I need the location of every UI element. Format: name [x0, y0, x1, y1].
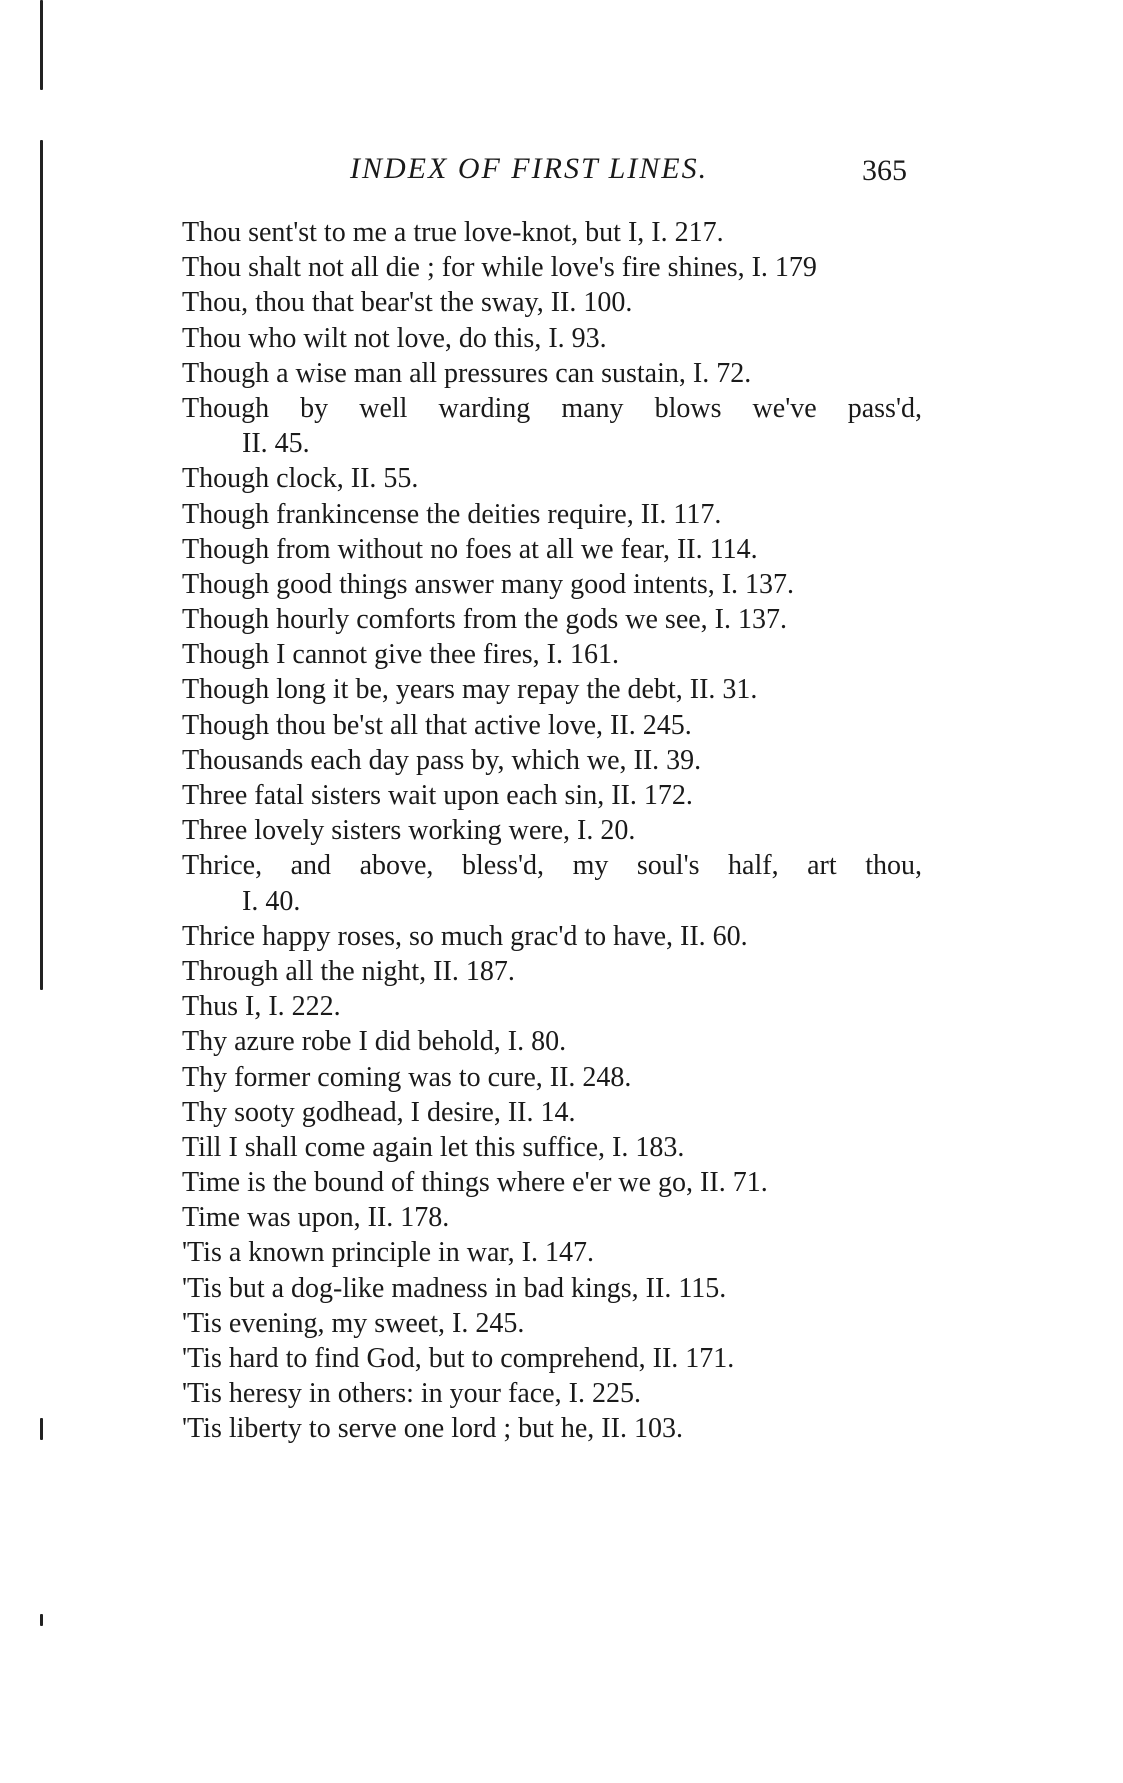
index-entry-continuation: II. 45. — [242, 428, 310, 460]
index-entry: Though I cannot give thee fires, I. 161. — [182, 639, 619, 671]
index-entry: Thy sooty godhead, I desire, II. 14. — [182, 1096, 576, 1128]
index-entry: 'Tis but a dog-like madness in bad kings, II. 115. — [182, 1272, 727, 1304]
binding-edge-mark — [40, 1614, 43, 1626]
index-entry: Till I shall come again let this suffice, I. 183. — [182, 1131, 685, 1163]
index-entry: Though good things answer many good intents, I. 137. — [182, 568, 795, 600]
index-entry: Though clock, II. 55. — [182, 463, 419, 495]
page-number: 365 — [862, 154, 907, 187]
index-entry: Thou, thou that bear'st the sway, II. 100. — [182, 287, 633, 319]
index-entry: 'Tis a known principle in war, I. 147. — [182, 1237, 594, 1269]
index-entry: Three fatal sisters wait upon each sin, II. 172. — [182, 780, 693, 811]
index-entry: Thus I, I. 222. — [182, 991, 341, 1023]
index-entry: Thy azure robe I did behold, I. 80. — [182, 1026, 567, 1058]
index-entry: Thrice happy roses, so much grac'd to have, II. 60. — [182, 920, 748, 952]
page-title: INDEX OF FIRST LINES. — [350, 152, 709, 185]
index-entry: Thou shalt not all die ; for while love's fire shines, I. 179 — [182, 252, 817, 284]
index-entry: 'Tis hard to find God, but to comprehend, II. 171. — [182, 1343, 735, 1374]
index-entry: Through all the night, II. 187. — [182, 955, 515, 987]
binding-edge-mark — [40, 1418, 43, 1440]
index-entry: Thousands each day pass by, which we, II. 39. — [182, 744, 702, 776]
index-entry: Though a wise man all pressures can sustain, I. 72. — [182, 357, 752, 389]
index-entry: 'Tis liberty to serve one lord ; but he, II. 103. — [182, 1413, 683, 1445]
first-lines-index-list — [182, 215, 922, 1447]
index-entry: Though hourly comforts from the gods we see, I. 137. — [182, 604, 787, 636]
index-entry: 'Tis heresy in others: in your face, I. 225. — [182, 1378, 641, 1410]
index-entry: Though thou be'st all that active love, II. 245. — [182, 709, 692, 741]
binding-edge-mark — [40, 0, 43, 90]
index-entry: Though long it be, years may repay the debt, II. 31. — [182, 674, 758, 706]
index-entry: Though frankincense the deities require, II. 117. — [182, 498, 722, 530]
binding-edge-mark — [40, 140, 43, 990]
index-entry: Time was upon, II. 178. — [182, 1202, 450, 1234]
index-entry: Thy former coming was to cure, II. 248. — [182, 1061, 632, 1093]
index-entry: Thou who wilt not love, do this, I. 93. — [182, 322, 607, 354]
index-entry: Thou sent'st to me a true love-knot, but I, I. 217. — [182, 217, 724, 248]
index-entry-continuation: I. 40. — [242, 885, 301, 917]
index-entry: Time is the bound of things where e'er we go, II. 71. — [182, 1167, 768, 1199]
index-entry: Thrice, and above, bless'd, my soul's half, art thou, — [182, 850, 922, 882]
index-entry: Though from without no foes at all we fear, II. 114. — [182, 533, 758, 565]
running-head — [0, 152, 1123, 192]
index-entry: 'Tis evening, my sweet, I. 245. — [182, 1307, 525, 1339]
index-entry: Three lovely sisters working were, I. 20. — [182, 815, 636, 847]
index-entry: Though by well warding many blows we've pass'd, — [182, 392, 922, 424]
